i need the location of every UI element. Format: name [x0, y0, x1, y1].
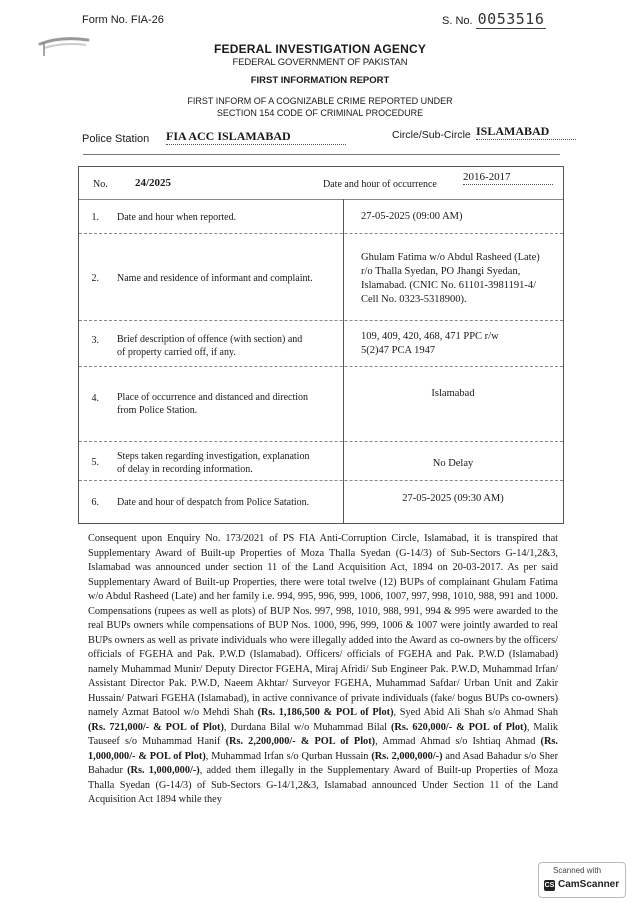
- row-3-label-line: of property carried off, if any.: [117, 347, 236, 358]
- narrative-text: and Asad Bahadur s/o Sher Bahadur: [88, 750, 558, 776]
- row-2-value-line: r/o Thalla Syedan, PO Jhangi Syedan,: [361, 266, 521, 277]
- row-2-number: 2.: [91, 273, 99, 284]
- row-4-label-line: Place of occurrence and distanced and direction: [117, 392, 309, 403]
- occurrence-value: 2016-2017: [463, 171, 553, 185]
- row-2-value-line: Islamabad. (CNIC No. 61101-3981191-4/: [361, 280, 537, 291]
- row-3-value-line: 5(2)47 PCA 1947: [361, 345, 436, 356]
- row-1-label: Date and hour when reported.: [117, 212, 237, 223]
- narrative-paragraph: [88, 532, 558, 808]
- row-6-label: Date and hour of despatch from Police Satation.: [117, 497, 310, 508]
- narrative-amount: (Rs. 1,186,500 & POL of Plot): [257, 707, 394, 718]
- subtitle-line-1: FIRST INFORM OF A COGNIZABLE CRIME REPORTED UNDER: [187, 96, 453, 106]
- government-title: FEDERAL GOVERNMENT OF PAKISTAN: [232, 57, 408, 68]
- camscanner-brand: CamScanner: [558, 879, 620, 890]
- circle-value: ISLAMABAD: [476, 124, 576, 140]
- report-subtitle: [0, 95, 640, 119]
- fir-table: [78, 166, 564, 524]
- row-2-value-line: Ghulam Fatima w/o Abdul Rasheed (Late): [361, 252, 540, 263]
- table-column-divider: [343, 199, 344, 523]
- camscanner-watermark: [538, 862, 626, 898]
- table-divider: [79, 199, 563, 200]
- row-3-value: [361, 330, 499, 358]
- row-4-label: [117, 391, 308, 417]
- agency-title: FEDERAL INVESTIGATION AGENCY: [213, 42, 427, 56]
- table-divider: [79, 233, 563, 234]
- serial-value: 0053516: [477, 10, 545, 28]
- fir-no-label: No.: [93, 179, 108, 190]
- row-3-label-line: Brief description of offence (with section) and: [117, 334, 303, 345]
- row-3-label: [117, 333, 302, 359]
- table-divider: [79, 366, 563, 367]
- police-station-label: Police Station: [82, 133, 150, 145]
- narrative-amount: (Rs. 1,000,000/-): [127, 765, 200, 776]
- header-rule: [83, 154, 560, 155]
- narrative-text: Consequent upon Enquiry No. 173/2021 of PS FIA Anti-Corruption Circle, Islamabad, it is transpired that Supplementary Award of Built-up Properties of Moza Thalla Syedan (G-14/3) of Sub-Sectors G-14/1,2&3, Islamabad was announced under section 11 of the Land Acquisition Act, 1894 on 20-03-2017. As per said Supplementary Award of Built-up Properties, there were total twelve (12) BUPs of complainant Ghulam Fatima w/o Abdul Rasheed (Late) and her family i.e. 994, 995, 996, 999, 1006, 1007, 997, 998, 1010, 988, 991 and 1000. Compensations (rupees as well as plots) of BUP Nos. 997, 998, 1010, 988, 991, 994 & 995 were awarded to the real BUPs owners while compensations of BUP Nos. 1000, 996, 999, 1006 & 1007 were jointly awarded to real BUPs owners as well as private individuals who were illegally added into the Award as co-owners by the officers/ officials of FGEHA and Pak. P.W.D (Islamabad). Officers/ officials of FGEHA and Pak. P.W.D (Islamabad) namely Muhammad Munir/ Deputy Director FGEHA, Miraj Afridi/ Sub Engineer Pak. P.W.D, Muhammad Irfan/ Assistant Director Pak. P.W.D, Naeem Akhtar/ Surveyor FGEHA, Muhammad Safdar/ Urban Unit and Zakir Hussain/ Patwari FGEHA (Islamabad), in active connivance of private individuals (fake/ bogus BUPs co-owners) namely Azmat Batool w/o Mehdi Shah: [88, 533, 558, 718]
- narrative-text: , Ammad Ahmad s/o Ishtiaq Ahmad: [375, 736, 541, 747]
- narrative-amount: (Rs. 620,000/- & POL of Plot): [390, 721, 527, 733]
- row-5-number: 5.: [91, 457, 99, 468]
- serial-number: [442, 10, 546, 28]
- narrative-amount: (Rs. 2,000,000/-): [371, 750, 443, 762]
- table-divider: [79, 441, 563, 442]
- row-3-value-line: 109, 409, 420, 468, 471 PPC r/w: [361, 331, 499, 342]
- fir-no-value: 24/2025: [135, 177, 172, 189]
- row-3-number: 3.: [91, 335, 99, 346]
- row-6-number: 6.: [91, 497, 99, 508]
- row-4-label-line: from Police Station.: [117, 405, 198, 416]
- table-divider: [79, 320, 563, 321]
- row-2-label: Name and residence of informant and complaint.: [117, 273, 313, 284]
- narrative-text: , Syed Abid Ali Shah s/o Ahmad Shah: [393, 707, 558, 718]
- report-title: FIRST INFORMATION REPORT: [250, 75, 390, 86]
- row-1-number: 1.: [91, 212, 99, 223]
- row-2-value: [361, 251, 540, 307]
- serial-label: S. No.: [442, 15, 473, 27]
- circle-label: Circle/Sub-Circle: [392, 129, 471, 141]
- row-2-value-line: Cell No. 0323-5318900).: [361, 294, 467, 305]
- narrative-amount: (Rs. 721,000/- & POL of Plot): [88, 721, 224, 733]
- camscanner-caption: Scanned with: [553, 866, 602, 875]
- row-4-value: Islamabad: [431, 388, 475, 399]
- table-divider: [79, 480, 563, 481]
- narrative-amount: (Rs. 2,200,000/- & POL of Plot): [225, 736, 376, 747]
- police-station-value: FIA ACC ISLAMABAD: [166, 129, 346, 145]
- narrative-amount: (Rs. 1,000,000/- & POL of Plot): [88, 736, 558, 762]
- narrative-text: , added them illegally in the Supplementary Award of Built-up Properties of Moza Thalla Syedan (G-14/3) of Sub-Sectors G-14/1,2&3, Islamabad announced Under Section 11 of the Land Acquisition Act 1894 while they: [88, 765, 558, 805]
- row-1-value: 27-05-2025 (09:00 AM): [361, 211, 463, 222]
- camscanner-logo-icon: CS: [544, 882, 555, 889]
- subtitle-line-2: SECTION 154 CODE OF CRIMINAL PROCEDURE: [216, 108, 424, 118]
- occurrence-label: Date and hour of occurrence: [323, 179, 437, 190]
- narrative-text: , Malik Tauseef s/o Muhammad Hanif: [88, 721, 559, 747]
- row-6-value: 27-05-2025 (09:30 AM): [402, 493, 504, 504]
- row-5-label-line: of delay in recording information.: [117, 464, 253, 475]
- row-5-label: [117, 450, 309, 476]
- row-5-value: No Delay: [432, 458, 474, 469]
- form-number: Form No. FIA-26: [82, 14, 164, 26]
- narrative-text: , Durdana Bilal w/o Muhammad Bilal: [223, 721, 391, 733]
- narrative-text: , Muhammad Irfan s/o Qurban Hussain: [205, 750, 372, 762]
- row-5-label-line: Steps taken regarding investigation, explanation: [117, 451, 310, 462]
- row-4-number: 4.: [91, 393, 99, 404]
